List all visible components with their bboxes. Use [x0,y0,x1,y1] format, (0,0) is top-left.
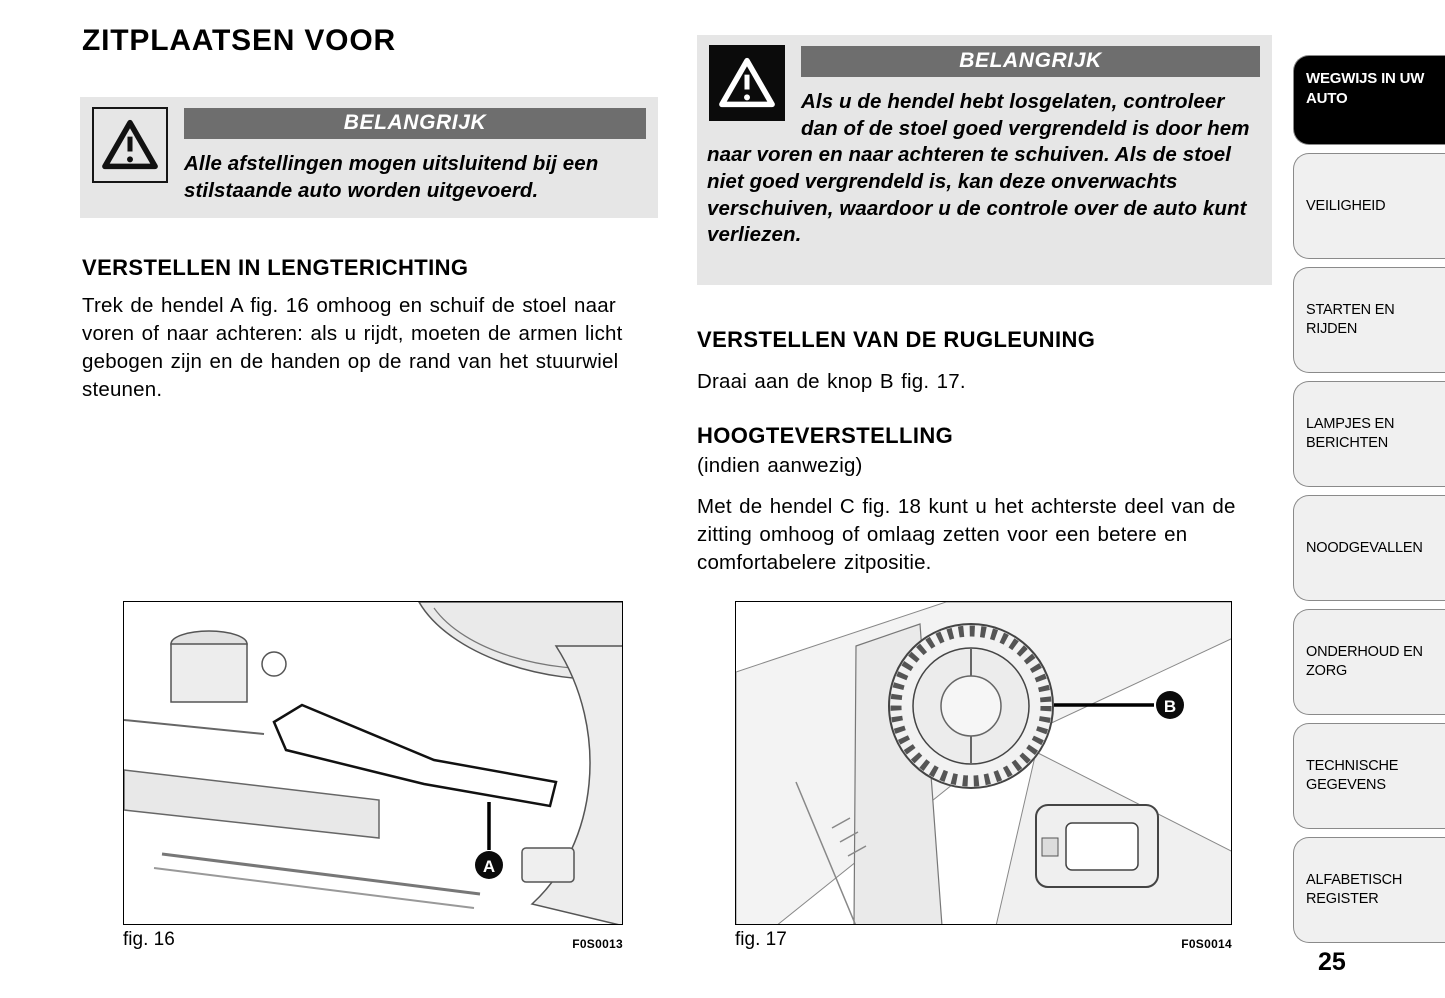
warning-header: BELANGRIJK [184,108,646,139]
figure-callout-a: A [482,857,496,876]
page-title: ZITPLAATSEN VOOR [82,24,396,57]
tab-onderhoud-en-zorg[interactable] [1293,609,1445,715]
tab-alfabetisch-register[interactable] [1293,837,1445,943]
tab-veiligheid[interactable] [1293,153,1445,259]
page-number: 25 [1318,948,1346,976]
paragraph-rugleuning: Draai aan de knop B fig. 17. [697,370,966,393]
tab-label: ALFABETISCH REGISTER [1306,872,1403,907]
section-tab-index [1293,55,1445,943]
warning-triangle-icon [92,107,168,183]
warning-header: BELANGRIJK [801,46,1260,77]
paragraph-hoogteverstelling: Met de hendel C fig. 18 kunt u het achterste deel van de zitting omhoog of omlaag zetten voor een betere en comfortabelere zitpositie. [697,495,1236,574]
figure-16-caption-row [123,929,623,951]
tab-wegwijs-in-uw-auto[interactable] [1293,55,1445,145]
figure-caption: fig. 16 [123,929,175,950]
seat-lever-illustration [124,602,623,925]
hoogteverstelling-subnote: (indien aanwezig) [697,454,863,477]
tab-label: NOODGEVALLEN [1306,539,1423,556]
warning-body: Als u de hendel hebt losgelaten, controleer dan of de stoel goed vergrendeld is door hem naar voren en naar achteren te schuiven. Als de stoel niet goed vergrendeld is, kan deze onverwachts verschuiven, waardoor u de controle over de auto kunt verliezen. [707,90,1250,247]
warning-box-left [80,97,658,218]
tab-label: TECHNISCHE GEGEVENS [1306,758,1399,793]
figure-callout-b: B [1163,697,1177,716]
tab-label: ONDERHOUD EN ZORG [1306,644,1423,679]
warning-triangle-icon [709,45,785,121]
backrest-knob-illustration [736,602,1232,925]
figure-17-caption-row [735,929,1232,951]
warning-box-right [697,35,1272,285]
tab-technische-gegevens[interactable] [1293,723,1445,829]
section-heading-lengterichting: VERSTELLEN IN LENGTERICHTING [82,255,469,280]
tab-label: WEGWIJS IN UW AUTO [1306,70,1425,107]
tab-label: LAMPJES EN BERICHTEN [1306,416,1395,451]
tab-label: STARTEN EN RIJDEN [1306,302,1395,337]
tab-starten-en-rijden[interactable] [1293,267,1445,373]
figure-16 [123,601,623,925]
warning-body: Alle afstellingen mogen uitsluitend bij een stilstaande auto worden uitgevoerd. [184,152,599,202]
figure-code: F0S0013 [572,937,623,951]
section-heading-rugleuning: VERSTELLEN VAN DE RUGLEUNING [697,327,1096,352]
paragraph-lengterichting: Trek de hendel A fig. 16 omhoog en schuif de stoel naar voren of naar achteren: als u rijdt, moeten de armen licht gebogen zijn en de handen op de rand van het stuurwiel steunen. [82,294,623,401]
tab-lampjes-en-berichten[interactable] [1293,381,1445,487]
section-heading-hoogteverstelling: HOOGTEVERSTELLING [697,423,954,448]
figure-17 [735,601,1232,925]
figure-caption: fig. 17 [735,929,787,950]
figure-code: F0S0014 [1181,937,1232,951]
tab-label: VEILIGHEID [1306,197,1386,214]
tab-noodgevallen[interactable] [1293,495,1445,601]
